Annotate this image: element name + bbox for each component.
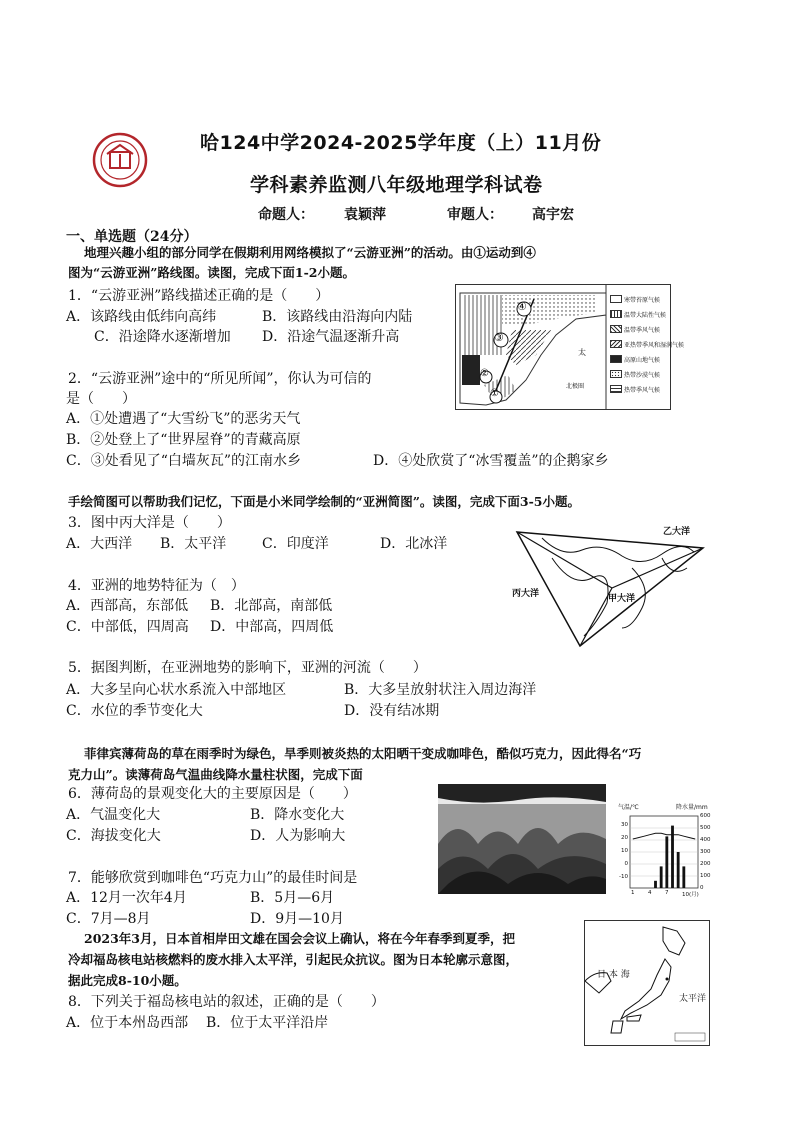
temp-axis-label: 气温/℃ [618,804,639,811]
legend-swatch [610,340,622,348]
legend-item: 温带季风气候 [624,327,661,334]
map-marker-4: ④ [517,300,527,313]
q4-option-d: D．中部高，四周低 [210,619,334,635]
q5-option-c: C．水位的季节变化大 [66,703,203,719]
q7-option-b: B．5月—6月 [250,890,335,906]
japan-outline-map [584,920,710,1046]
q4-option-c: C．中部低，四周高 [66,619,189,635]
q3-option-b: B．太平洋 [160,536,227,552]
month-tick-label: 4 [648,890,652,896]
legend-item: 热带沙漠气候 [624,372,661,379]
q8-option-a: A．位于本州岛西部 [66,1015,189,1031]
temp-tick-label: 0 [624,861,628,867]
q3-option-d: D．北冰洋 [380,536,448,552]
chocolate-hills-photo [438,784,606,894]
month-tick-label: 10(月) [682,892,699,898]
map-ocean-label: 太 [578,348,586,357]
q1-option-d: D．沿途气温逐渐升高 [262,329,400,345]
question-3: 3．图中丙大洋是（ ） [68,515,231,531]
ocean-label-bing: 丙大洋 [512,589,540,599]
q5-option-d: D．没有结冰期 [344,703,440,719]
question-2-cont: 是（ ） [66,391,136,407]
q3-option-c: C．印度洋 [262,536,329,552]
q7-option-d: D．9月—10月 [250,911,344,927]
q5-option-b: B．大多呈放射状注入周边海洋 [344,682,537,698]
intro-block4-line2: 冷却福岛核电站核燃料的废水排入太平洋，引起民众抗议。图为日本轮廓示意图， [68,952,519,967]
legend-swatch [610,295,622,303]
q6-option-d: D．人为影响大 [250,828,346,844]
asia-route-map [455,284,685,410]
precip-bar [660,866,663,888]
question-5: 5．据图判断，在亚洲地势的影响下，亚洲的河流（ ） [68,660,427,676]
precip-bar [682,866,685,888]
temp-tick-label: 20 [621,835,628,841]
precip-tick-label: 500 [700,825,711,831]
intro-block4-line1: 2023年3月，日本首相岸田文雄在国会会议上确认，将在今年春季到夏季，把 [84,931,515,946]
q7-option-c: C．7月—8月 [66,911,151,927]
q3-option-a: A．大西洋 [66,536,133,552]
q1-option-b: B．该路线由沿海向内陆 [262,309,413,325]
q6-option-a: A．气温变化大 [66,807,161,823]
intro-block4-line3: 据此完成8-10小题。 [68,973,187,988]
precip-tick-label: 300 [700,849,711,855]
precip-bar [654,881,657,888]
q7-option-a: A．12月一次年4月 [66,890,187,906]
asia-sketch-map [512,528,708,650]
precip-bar [677,852,680,888]
legend-item: 寒带苔原气候 [624,297,661,304]
q6-option-b: B．降水变化大 [250,807,345,823]
question-4: 4．亚洲的地势特征为（ ） [68,578,245,594]
legend-item: 高原山地气候 [624,357,661,364]
q4-option-a: A．西部高，东部低 [66,598,189,614]
q5-option-a: A．大多呈向心状水系流入中部地区 [66,682,287,698]
q2-option-a: A．①处遭遇了“大雪纷飞”的恶劣天气 [66,411,301,427]
author-label: 命题人： [258,207,314,223]
question-1: 1．“云游亚洲”路线描述正确的是（ ） [68,288,330,304]
reviewer-name: 高宇宏 [532,207,574,223]
title-line-1: 哈124中学2024-2025学年度（上）11月份 [200,132,602,154]
legend-swatch [610,355,622,363]
author-name: 袁颖萍 [344,207,386,223]
legend-swatch [610,325,622,333]
q1-option-c: C．沿途降水逐渐增加 [94,329,231,345]
q4-option-b: B．北部高，南部低 [210,598,333,614]
temp-tick-label: -10 [619,874,628,880]
precip-tick-label: 600 [700,813,711,819]
q2-option-c: C．③处看见了“白墙灰瓦”的江南水乡 [66,453,302,469]
pacific-ocean-label: 太平洋 [679,994,707,1004]
intro-block2: 手绘简图可以帮助我们记忆，下面是小米同学绘制的“亚洲简图”。读图，完成下面3-5小题。 [68,494,580,509]
reviewer-label: 审题人： [447,207,503,223]
temp-tick-label: 30 [621,822,628,828]
legend-swatch [610,370,622,378]
sea-of-japan-label: 日 本 海 [597,970,630,980]
climate-chart [612,802,716,902]
intro-block1-line1: 地理兴趣小组的部分同学在假期利用网络模拟了“云游亚洲”的活动。由①运动到④ [84,245,536,260]
intro-block3-line2: 克力山”。读薄荷岛气温曲线降水量柱状图，完成下面 [68,767,363,782]
temp-tick-label: 10 [621,848,628,854]
q6-option-c: C．海拔变化大 [66,828,161,844]
precip-tick-label: 0 [700,885,704,891]
school-seal-logo [92,132,148,188]
map-marker-1: ① [490,388,499,399]
month-tick-label: 1 [631,890,635,896]
section-heading: 一、单选题（24分） [66,229,198,245]
legend-swatch [610,385,622,393]
legend-item: 热带季风气候 [624,387,661,394]
precip-tick-label: 200 [700,861,711,867]
legend-swatch [610,310,622,318]
map-marker-3: ③ [494,331,504,344]
map-marker-2: ② [480,368,489,379]
question-6: 6．薄荷岛的景观变化大的主要原因是（ ） [68,786,357,802]
legend-item: 温带大陆性气候 [624,312,667,319]
map-circle-label: 北极圈 [566,383,585,390]
intro-block1-line2: 图为“云游亚洲”路线图。读图，完成下面1-2小题。 [68,265,355,280]
q2-option-d: D．④处欣赏了“冰雪覆盖”的企鹅家乡 [373,453,609,469]
precip-tick-label: 400 [700,837,711,843]
precip-axis-label: 降水量/mm [676,804,708,811]
question-8: 8．下列关于福岛核电站的叙述，正确的是（ ） [68,994,385,1010]
precip-bar [665,836,668,888]
title-line-2: 学科素养监测八年级地理学科试卷 [250,174,543,196]
month-tick-label: 7 [665,890,669,896]
precip-tick-label: 100 [700,873,711,879]
q2-option-b: B．②处登上了“世界屋脊”的青藏高原 [66,432,301,448]
legend-item: 亚热带季风和湿润气候 [624,342,685,349]
intro-block3-line1: 菲律宾薄荷岛的草在雨季时为绿色，旱季则被炎热的太阳晒干变成咖啡色，酷似巧克力，因此得名“巧 [84,746,642,761]
question-2: 2．“云游亚洲”途中的“所见所闻”，你认为可信的 [68,371,372,387]
question-7: 7．能够欣赏到咖啡色“巧克力山”的最佳时间是 [68,870,358,886]
q1-option-a: A．该路线由低纬向高纬 [66,309,217,325]
ocean-label-yi: 乙大洋 [663,527,691,537]
ocean-label-jia: 甲大洋 [608,594,636,604]
q8-option-b: B．位于太平洋沿岸 [206,1015,329,1031]
